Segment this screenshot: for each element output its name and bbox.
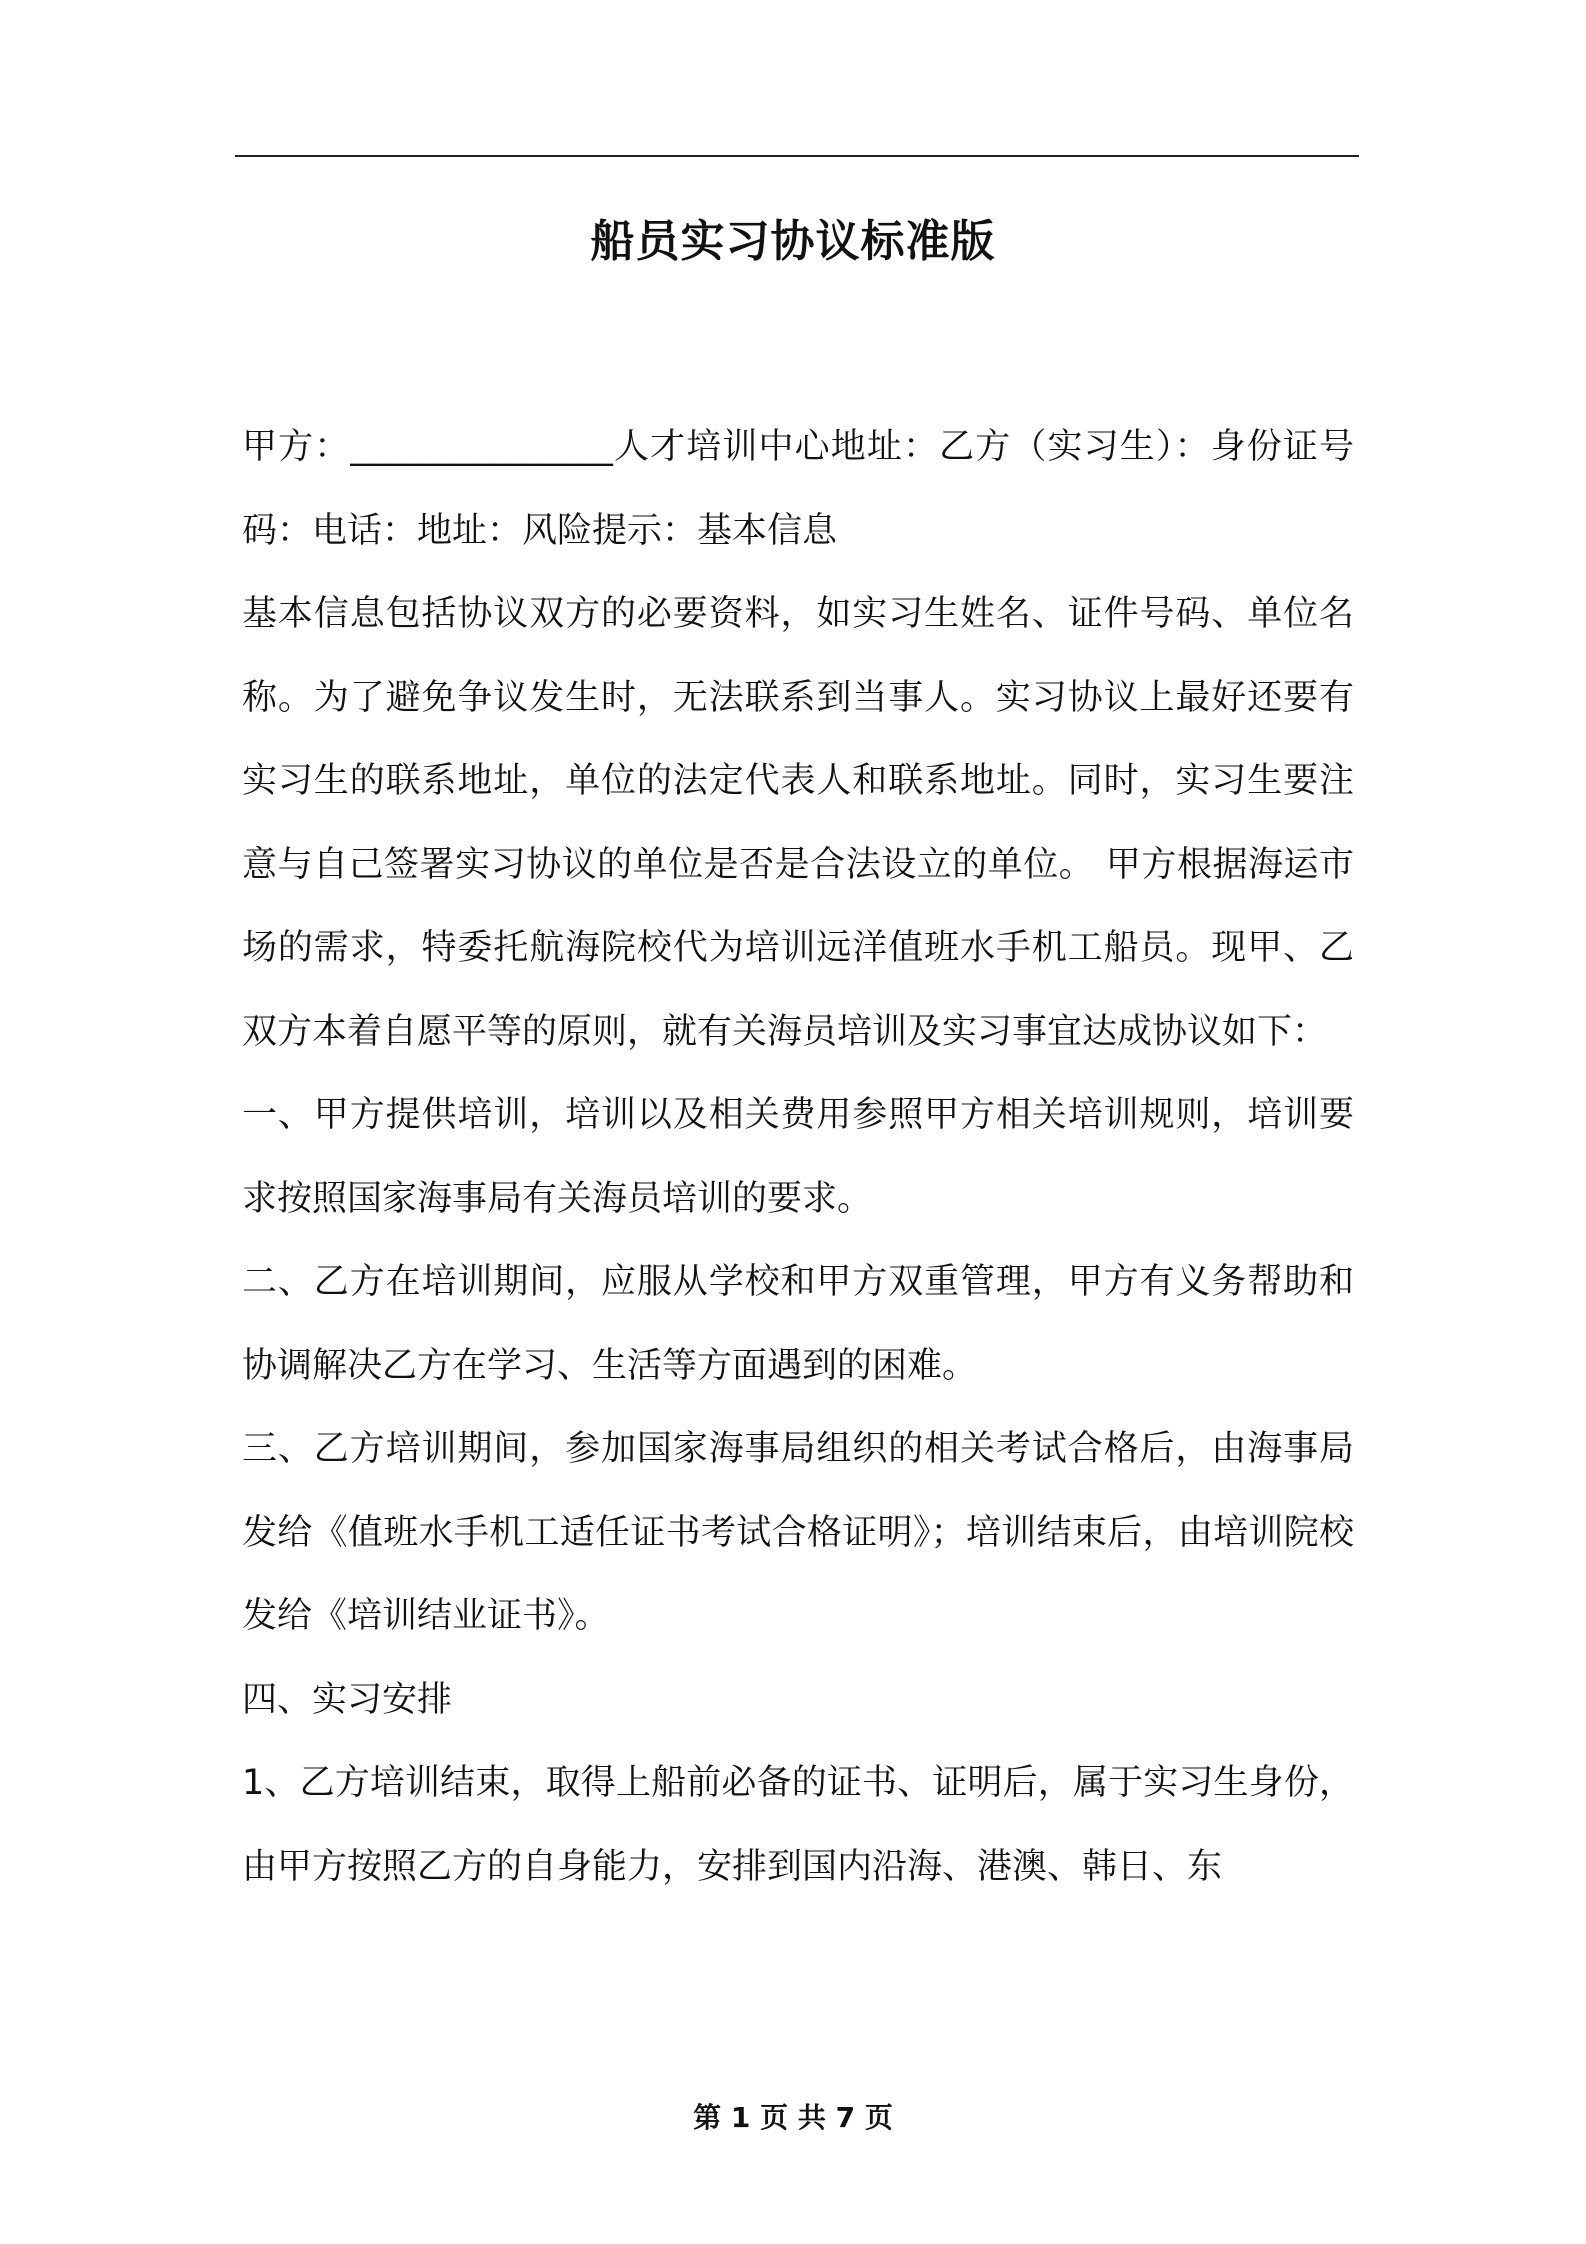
footer-total-pages: 7	[835, 2101, 856, 2134]
footer-page-number: 1	[730, 2101, 751, 2134]
footer-prefix: 第	[693, 2101, 722, 2134]
page-footer	[0, 2098, 1586, 2138]
footer-mid: 页 共	[760, 2101, 826, 2134]
document-title: 船员实习协议标准版	[590, 216, 996, 267]
party-info-paragraph: 甲方：_______________人才培训中心地址：乙方（实习生）：身份证号码：电话：地址：风险提示：基本信息	[242, 427, 1354, 551]
clause-1-paragraph: 一、甲方提供培训，培训以及相关费用参照甲方相关培训规则，培训要求按照国家海事局有关海员培训的要求。	[242, 1095, 1354, 1219]
document-body	[242, 406, 1354, 1909]
header-rule	[235, 155, 1359, 157]
clause-3-paragraph: 三、乙方培训期间，参加国家海事局组织的相关考试合格后，由海事局发给《值班水手机工适任证书考试合格证明》；培训结束后，由培训院校发给《培训结业证书》。	[242, 1429, 1354, 1636]
clause-4-heading: 四、实习安排	[242, 1679, 453, 1720]
basic-info-paragraph: 基本信息包括协议双方的必要资料，如实习生姓名、证件号码、单位名称。为了避免争议发生时，无法联系到当事人。实习协议上最好还要有实习生的联系地址，单位的法定代表人和联系地址。同时，实习生要注意与自己签署实习协议的单位是否是合法设立的单位。 甲方根据海运市场的需求，特委托航海院校代为培训远洋值班水手机工船员。现甲、乙双方本着自愿平等的原则，就有关海员培训及实习事宜达成协议如下：	[242, 594, 1354, 1052]
footer-suffix: 页	[864, 2101, 893, 2134]
clause-4-item-1-paragraph: 1、乙方培训结束，取得上船前必备的证书、证明后，属于实习生身份，由甲方按照乙方的自身能力，安排到国内沿海、港澳、韩日、东	[242, 1763, 1354, 1887]
clause-2-paragraph: 二、乙方在培训期间，应服从学校和甲方双重管理，甲方有义务帮助和协调解决乙方在学习、生活等方面遇到的困难。	[242, 1262, 1354, 1386]
